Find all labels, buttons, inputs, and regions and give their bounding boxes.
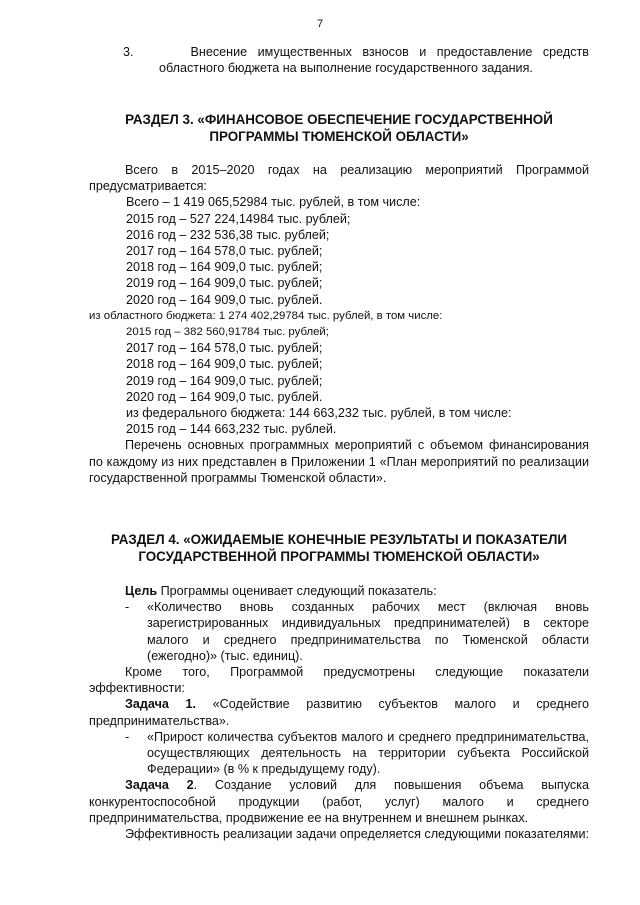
- funding-total-list: [89, 194, 589, 307]
- goal-label: Цель: [125, 584, 158, 598]
- measures-list-note: Перечень основных программных мероприятий с объемом финансирования по каждому из них представлен в Приложении 1 «План мероприятий по реализации государственной программы Тюменской области».: [89, 438, 589, 485]
- funding-line: 2017 год – 164 578,0 тыс. рублей;: [126, 244, 323, 259]
- page-number: 7: [316, 18, 324, 30]
- funding-line: 2020 год – 164 909,0 тыс. рублей.: [126, 292, 323, 307]
- section-4-body: [89, 583, 589, 842]
- dash-marker: -: [125, 600, 130, 615]
- funding-line: 2015 год – 144 663,232 тыс. рублей.: [126, 422, 337, 437]
- goal-indicator-item: [89, 599, 589, 664]
- funding-line: 2019 год – 164 909,0 тыс. рублей;: [126, 276, 323, 291]
- task-1-paragraph: [89, 696, 589, 728]
- task-1-indicator-item: [89, 729, 589, 778]
- task-1-indicator-text: «Прирост количества субъектов малого и среднего предпринимательства, осуществляющих деятельность на территории субъекта Российской Федерации» (в % к предыдущему году).: [147, 729, 589, 777]
- funding-line: 2017 год – 164 578,0 тыс. рублей;: [126, 341, 323, 356]
- goal-text: Программы оценивает следующий показатель:: [157, 584, 437, 598]
- section-4-heading-line2: ГОСУДАРСТВЕННОЙ ПРОГРАММЫ ТЮМЕНСКОЙ ОБЛАСТИ»: [138, 549, 540, 564]
- additional-indicators: Кроме того, Программой предусмотрены следующие показатели эффективности:: [89, 665, 589, 696]
- task-1-label: Задача 1.: [125, 697, 197, 712]
- item-3: [89, 44, 589, 76]
- goal-paragraph: [89, 583, 589, 599]
- item-3-text: Внесение имущественных взносов и предоставление средств областного бюджета на выполнение государственного задания.: [159, 45, 589, 76]
- funding-line: 2016 год – 232 536,38 тыс. рублей;: [126, 227, 330, 242]
- task-2-text: . Создание условий для повышения объема выпуска конкурентоспособной продукции (работ, услуг) малого и среднего предпринимательства, продвижение ее на внутреннем и внешнем рынках.: [89, 778, 589, 825]
- goal-indicator-text: «Количество вновь созданных рабочих мест (включая вновь зарегистрированных индивидуальных предпринимателей) в секторе малого и среднего предпринимательства по Тюменской области (ежегодно)» (тыс. единиц).: [147, 600, 589, 663]
- section-4-heading: [89, 531, 589, 565]
- efficiency-paragraph: Эффективность реализации задачи определяется следующими показателями:: [125, 827, 589, 842]
- task-1-text: «Содействие развитию субъектов малого и среднего предпринимательства».: [89, 697, 589, 728]
- section-3-heading-line1: РАЗДЕЛ 3. «ФИНАНСОВОЕ ОБЕСПЕЧЕНИЕ ГОСУДАРСТВЕННОЙ: [125, 112, 553, 127]
- funding-line: 2015 год – 382 560,91784 тыс. рублей;: [126, 326, 329, 339]
- dash-marker: -: [125, 729, 130, 744]
- regional-budget-header: из областного бюджета: 1 274 402,29784 тыс. рублей, в том числе:: [89, 309, 443, 322]
- section-3-heading-line2: ПРОГРАММЫ ТЮМЕНСКОЙ ОБЛАСТИ»: [209, 129, 469, 144]
- funding-intro: Всего в 2015–2020 годах на реализацию мероприятий Программой предусматривается:: [89, 163, 589, 194]
- funding-line: 2020 год – 164 909,0 тыс. рублей.: [126, 389, 323, 404]
- regional-budget-list: [89, 324, 589, 437]
- item-3-number: 3.: [123, 45, 134, 59]
- funding-line: 2018 год – 164 909,0 тыс. рублей;: [126, 357, 323, 372]
- funding-line: Всего – 1 419 065,52984 тыс. рублей, в том числе:: [126, 195, 421, 210]
- section-4-heading-line1: РАЗДЕЛ 4. «ОЖИДАЕМЫЕ КОНЕЧНЫЕ РЕЗУЛЬТАТЫ И ПОКАЗАТЕЛИ: [110, 532, 568, 547]
- section-3-body: [89, 162, 589, 486]
- federal-budget-header: из федерального бюджета: 144 663,232 тыс. рублей, в том числе:: [126, 406, 512, 421]
- funding-line: 2018 год – 164 909,0 тыс. рублей;: [126, 260, 323, 275]
- section-3-heading: [89, 111, 589, 145]
- funding-line: 2015 год – 527 224,14984 тыс. рублей;: [126, 211, 351, 226]
- funding-line: 2019 год – 164 909,0 тыс. рублей;: [126, 373, 323, 388]
- task-2-label: Задача 2: [125, 778, 194, 793]
- task-2-paragraph: [89, 777, 589, 826]
